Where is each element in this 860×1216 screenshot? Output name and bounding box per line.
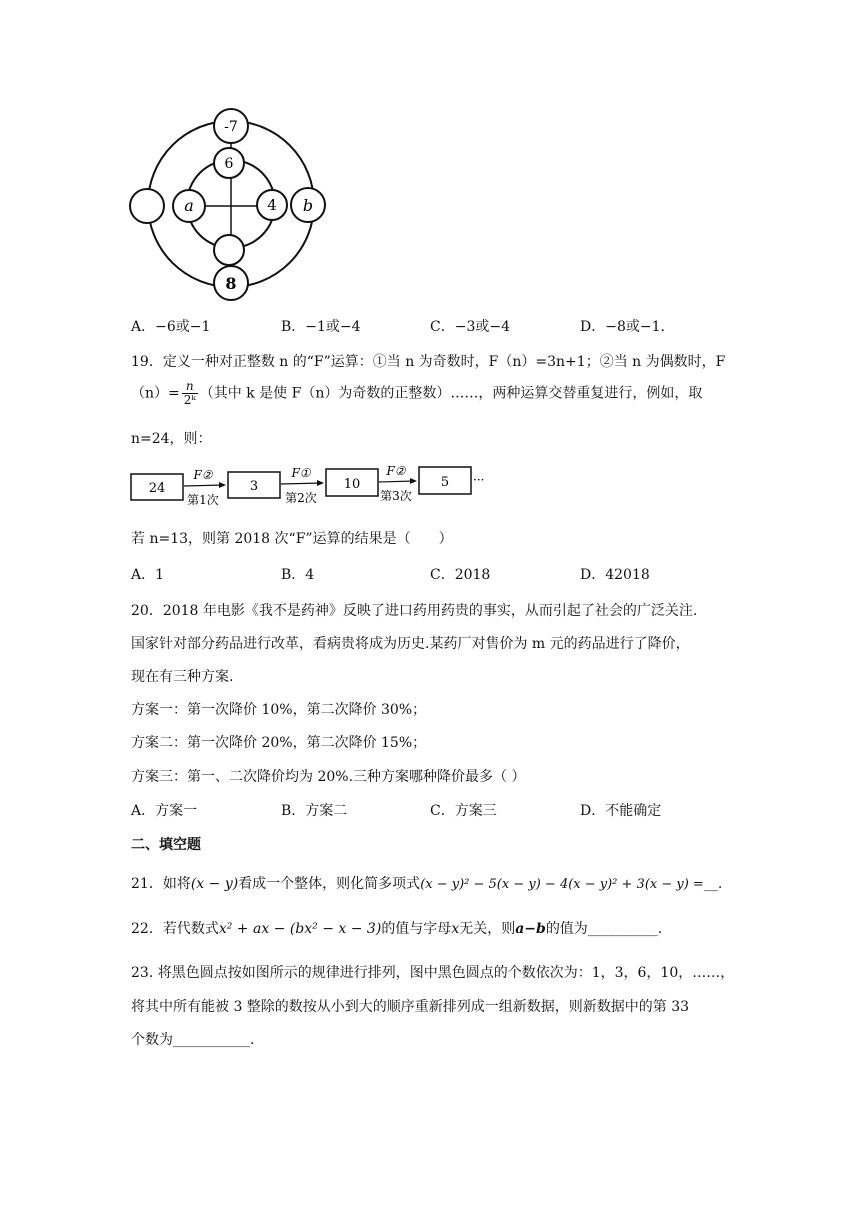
q23-line1: 23. 将黑色圆点按如图所示的规律进行排列，图中黑色圆点的个数依次为：1，3，6，10，……， (131, 965, 735, 981)
q20-line3: 现在有三种方案. (131, 669, 234, 685)
q18-circle-figure (125, 105, 335, 305)
q21-text-b: 看成一个整体，则化简多项式 (238, 876, 421, 892)
q19-line2-a: （n）= (131, 385, 180, 402)
flow-arrowhead-2 (317, 480, 324, 486)
label-4: 4 (267, 196, 277, 214)
q20-option-b[interactable]: B．方案二 (281, 803, 348, 819)
q19-flow-diagram (128, 462, 488, 512)
flow-step-1: 第1次 (187, 493, 219, 507)
q22-text-b: 的值与字母 (381, 921, 452, 937)
section-title: 二、填空题 (131, 837, 201, 853)
q19-frac-num: n (182, 380, 198, 394)
q20-line2: 国家针对部分药品进行改革，看病贵将成为历史.某药厂对售价为 m 元的药品进行了降价， (131, 636, 690, 652)
flow-box-2-label: 3 (249, 479, 259, 494)
flow-step-2: 第2次 (285, 491, 317, 505)
q19-line2-b: （其中 k 是使 F（n）为奇数的正整数）……，两种运算交替重复进行，例如，取 (199, 385, 703, 402)
q21-text-c: __. (703, 876, 723, 892)
q22-line (131, 918, 662, 938)
q23-line3: 个数为___________. (131, 1032, 255, 1048)
q18-option-d[interactable]: D．−8或−1． (580, 319, 675, 335)
q18-option-a[interactable]: A．−6或−1 (131, 319, 211, 335)
q20-plan3: 方案三：第一、二次降价均为 20%.三种方案哪种降价最多（ ） (131, 769, 526, 785)
q20-plan1: 方案一：第一次降价 10%，第二次降价 30%； (131, 702, 427, 718)
flow-step-3: 第3次 (380, 489, 412, 503)
q23-line2: 将其中所有能被 3 整除的数按从小到大的顺序重新排列成一组新数据，则新数据中的第 33 (131, 999, 690, 1015)
label-b: b (302, 196, 314, 215)
q20-plan2: 方案二：第一次降价 20%，第二次降价 15%； (131, 735, 427, 751)
q22-text-c: 无关，则 (459, 921, 516, 937)
node-left-outer (130, 189, 164, 223)
q19-line2 (131, 380, 702, 407)
q18-option-c[interactable]: C．−3或−4 (430, 319, 510, 335)
flow-arrowhead-1 (219, 482, 226, 488)
node-inner-bottom (214, 235, 244, 265)
q21-text-a: 21．如将 (131, 876, 191, 892)
q21-expr1: (x − y) (190, 876, 239, 892)
flow-op-3: F② (386, 464, 406, 478)
flow-arrow-2 (281, 483, 322, 484)
q19-frac-den: 2ᵏ (183, 393, 196, 407)
flow-box-3-label: 10 (343, 477, 361, 492)
flow-op-1: F② (193, 468, 213, 482)
q22-expr2: a−b (515, 921, 546, 937)
label-bottom: 8 (225, 274, 237, 293)
q21-line (131, 873, 722, 893)
flow-arrow-3 (379, 481, 415, 482)
q19-line3: n=24，则： (131, 431, 212, 447)
flow-box-4-label: 5 (440, 475, 450, 490)
q19-option-d[interactable]: D．42018 (580, 567, 650, 583)
q20-line1: 20．2018 年电影《我不是药神》反映了进口药用药贵的事实，从而引起了社会的广泛关注. (131, 603, 698, 619)
q20-option-d[interactable]: D．不能确定 (580, 803, 662, 819)
flow-box-1-label: 24 (148, 481, 166, 496)
flow-op-2: F① (291, 466, 311, 480)
flow-arrowhead-3 (410, 478, 417, 484)
q19-line1: 19．定义一种对正整数 n 的“F”运算：①当 n 为奇数时，F（n）=3n+1；②当 n 为偶数时，F (131, 354, 726, 370)
q18-option-b[interactable]: B．−1或−4 (281, 319, 361, 335)
q22-text-d: 的值为__________. (545, 921, 663, 937)
q19-option-a[interactable]: A．1 (131, 567, 165, 583)
q20-option-a[interactable]: A．方案一 (131, 803, 198, 819)
q19-question: 若 n=13，则第 2018 次“F”运算的结果是（ ） (131, 531, 453, 547)
label-inner-top: 6 (224, 156, 234, 172)
q20-option-c[interactable]: C．方案三 (430, 803, 497, 819)
q22-text-a: 22．若代数式 (131, 921, 219, 937)
flow-arrow-1 (184, 485, 224, 486)
q19-option-b[interactable]: B．4 (281, 567, 315, 583)
label-top: -7 (224, 119, 238, 135)
q21-expr2: (x − y)² − 5(x − y) − 4(x − y)² + 3(x − y) = (420, 877, 704, 892)
q19-option-c[interactable]: C．2018 (430, 567, 491, 583)
label-a: a (184, 196, 194, 215)
q19-fraction (182, 380, 198, 407)
q22-var: x (451, 921, 460, 937)
q22-expr: x² + ax − (bx² − x − 3) (218, 921, 382, 937)
flow-ellipsis: ··· (473, 473, 485, 487)
